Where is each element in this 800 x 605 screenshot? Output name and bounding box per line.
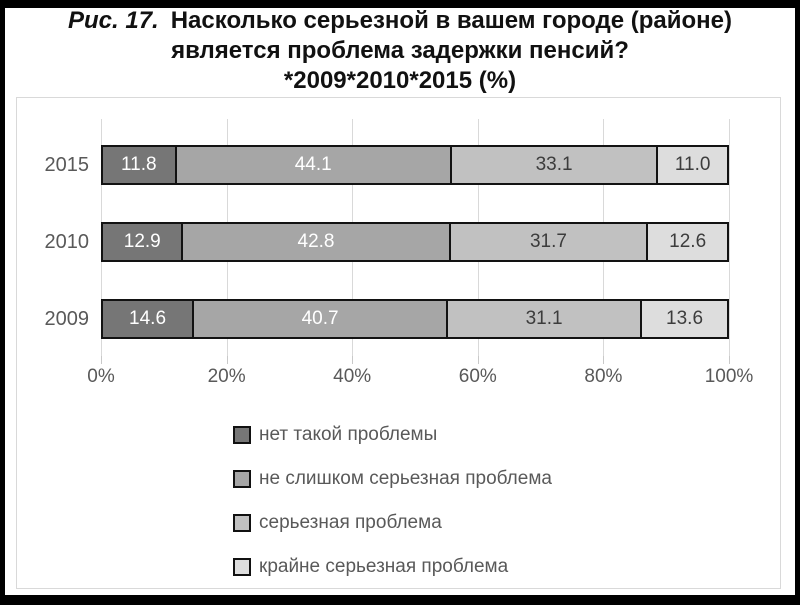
- bar-segment: [448, 301, 642, 337]
- figure-number-label: Рис. 17.: [68, 7, 159, 34]
- value-axis-tick-label: 40%: [333, 366, 372, 387]
- bar-segment-value: 42.8: [297, 231, 335, 252]
- legend-label: не слишком серьезная проблема: [259, 467, 552, 489]
- bar-segment-value: 13.6: [666, 308, 704, 329]
- legend-item: [233, 466, 552, 491]
- stacked-bar: [101, 299, 729, 339]
- value-axis-tick-label: 80%: [584, 366, 623, 387]
- legend-swatch: [233, 558, 251, 576]
- bar-segment-value: 31.1: [525, 308, 563, 329]
- bar-segment-value: 31.7: [529, 231, 567, 252]
- category-label: 2015: [44, 154, 89, 176]
- bar-segment: [103, 224, 183, 260]
- legend-swatch: [233, 514, 251, 532]
- legend-item: [233, 422, 552, 447]
- bar-segment-value: 33.1: [535, 154, 573, 175]
- legend-swatch: [233, 426, 251, 444]
- bar-segment-value: 12.9: [123, 231, 161, 252]
- chart-legend: [233, 422, 552, 579]
- bar-segment-value: 12.6: [669, 231, 707, 252]
- value-axis-tick-label: 0%: [87, 366, 115, 387]
- bar-segment: [658, 147, 727, 183]
- figure-title: [10, 6, 790, 96]
- legend-label: серьезная проблема: [259, 511, 442, 533]
- axis-tick: [729, 356, 730, 364]
- bar-segment: [648, 224, 727, 260]
- category-label: 2009: [44, 308, 89, 330]
- gridline: [729, 119, 730, 356]
- bar-segment: [642, 301, 727, 337]
- category-label: 2010: [44, 231, 89, 253]
- bar-segment-value: 44.1: [294, 154, 332, 175]
- bar-segment: [451, 224, 649, 260]
- bar-segment-value: 11.8: [121, 154, 157, 175]
- legend-label: крайне серьезная проблема: [259, 555, 509, 577]
- figure-title-line-1: [10, 6, 790, 36]
- bar-segment: [103, 147, 177, 183]
- value-axis-tick-label: 60%: [458, 366, 497, 387]
- value-axis-tick-label: 20%: [207, 366, 246, 387]
- figure-title-text: Насколько серьезной в вашем городе (районе): [170, 7, 732, 34]
- legend-item: [233, 554, 552, 579]
- stacked-bar: [101, 145, 729, 185]
- chart-panel: [16, 97, 781, 589]
- bar-segment-value: 40.7: [301, 308, 339, 329]
- bar-segment-value: 14.6: [129, 308, 167, 329]
- legend-swatch: [233, 470, 251, 488]
- legend-label: нет такой проблемы: [259, 423, 438, 445]
- figure-title-line-3: *2009*2010*2015 (%): [283, 67, 517, 94]
- figure-title-line-2: является проблема задержки пенсий?: [171, 37, 629, 64]
- bar-segment: [177, 147, 452, 183]
- bar-segment-value: 11.0: [674, 154, 711, 175]
- bar-segment: [103, 301, 194, 337]
- bar-segment: [183, 224, 450, 260]
- bar-segment: [194, 301, 448, 337]
- category-axis-labels: [17, 98, 93, 448]
- value-axis-labels: [87, 366, 754, 392]
- legend-item: [233, 510, 552, 535]
- bar-segment: [452, 147, 659, 183]
- bar-plot-area: [101, 98, 729, 448]
- value-axis-tick-label: 100%: [704, 366, 754, 387]
- stacked-bar: [101, 222, 729, 262]
